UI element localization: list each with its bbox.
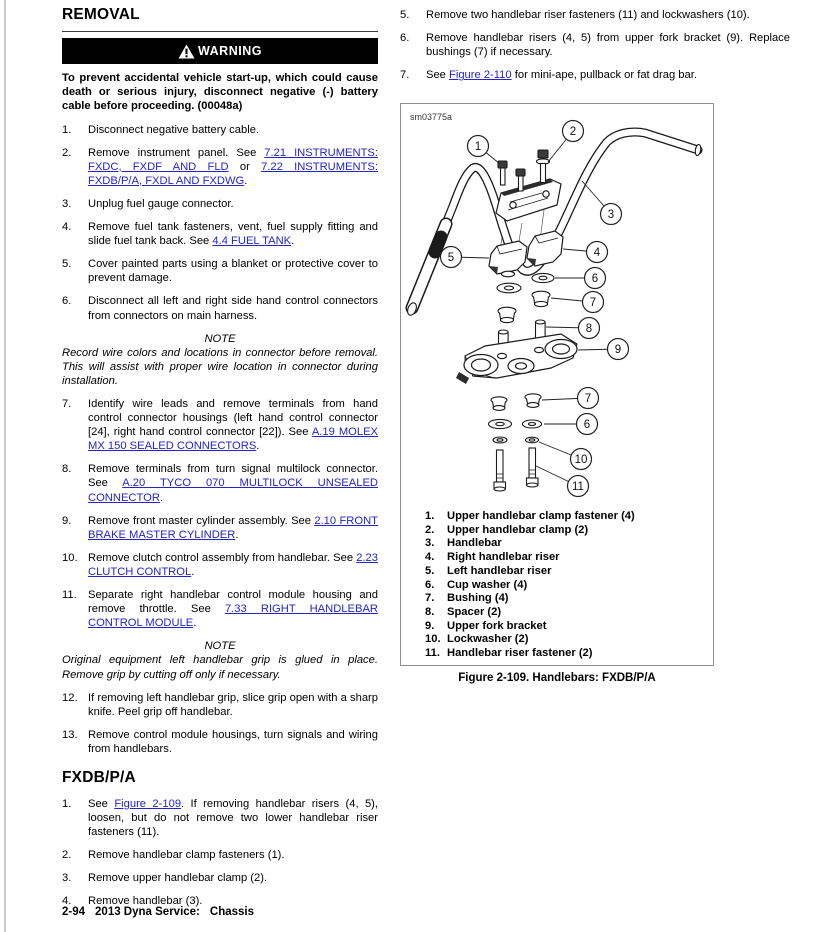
- text-run: Disconnect negative battery cable.: [88, 123, 260, 136]
- text-run: Remove control module housings, turn signals and wiring from handlebars.: [88, 728, 378, 755]
- legend-item: [425, 579, 708, 593]
- item-number: 3.: [425, 537, 435, 550]
- step-item: [62, 197, 378, 211]
- doc-link[interactable]: A.20 TYCO 070 MULTILOCK UNSEALED CONNECTOR: [88, 477, 378, 504]
- note-text: Original equipment left handlebar grip is glued in place. Remove grip by cutting off only if necessary.: [62, 654, 378, 681]
- item-number: 2.: [425, 523, 435, 536]
- handlebar-exploded-diagram: [401, 104, 715, 506]
- item-number: 13.: [62, 728, 78, 741]
- doc-link[interactable]: 7.22 INSTRUMENTS: FXDB/P/A, FXDL AND FXDWG: [88, 160, 378, 187]
- callout-number: 2: [569, 126, 577, 138]
- step-text: [88, 514, 378, 542]
- doc-link[interactable]: 4.4 FUEL TANK: [212, 235, 292, 248]
- step-text: [426, 68, 790, 82]
- step-item: [400, 8, 790, 22]
- legend-label: Handlebar: [447, 537, 502, 550]
- text-run: Remove handlebar clamp fasteners (1).: [88, 849, 285, 862]
- right-column: [400, 8, 790, 91]
- item-number: 10.: [62, 551, 78, 564]
- fxdb-steps: [62, 797, 378, 909]
- item-number: 1.: [62, 797, 72, 810]
- step-text: [88, 123, 378, 137]
- callout-number: 11: [572, 481, 584, 493]
- legend-item: [425, 565, 708, 579]
- step-item: [62, 397, 378, 453]
- callout-number: 1: [474, 141, 482, 153]
- legend-item: [425, 510, 708, 524]
- text-run: Remove fuel tank fasteners, vent, fuel supply fitting and slide fuel tank back. See: [88, 221, 378, 248]
- doc-link[interactable]: Figure 2-109: [114, 797, 182, 810]
- text-run: Cover painted parts using a blanket or protective cover to prevent damage.: [88, 258, 378, 285]
- step-text: [88, 257, 378, 285]
- warning-banner: [62, 38, 378, 64]
- text-run: Identify wire leads and remove terminals from hand control connector housings (left hand control connector [24], right hand control connector [22]). See: [88, 398, 378, 439]
- lower-right-stack: [523, 394, 542, 487]
- figure-legend: [425, 510, 708, 661]
- step-item: [400, 31, 790, 59]
- section-heading-fxdb: FXDB/P/A: [62, 768, 136, 786]
- page-edge-line: [4, 0, 6, 932]
- step-text: [426, 8, 790, 22]
- legend-item: [425, 592, 708, 606]
- callout-number: 6: [583, 419, 591, 431]
- legend-item: [425, 537, 708, 551]
- legend-label: Lockwasher (2): [447, 633, 529, 646]
- step-item: [62, 588, 378, 630]
- doc-link[interactable]: Figure 2-110: [449, 69, 512, 82]
- item-number: 6.: [62, 295, 72, 308]
- item-number: 11.: [425, 647, 440, 660]
- text-run: Unplug fuel gauge connector.: [88, 197, 234, 210]
- item-number: 5.: [400, 9, 410, 21]
- callout-number: 7: [584, 393, 592, 405]
- text-run: .: [235, 528, 239, 541]
- item-number: 3.: [62, 872, 72, 885]
- step-text: [88, 728, 378, 756]
- warning-text: To prevent accidental vehicle start-up, which could cause death or serious injury, disconnect negative (-) battery cable before proceeding. (00048a): [62, 72, 378, 113]
- figure-2-109: [400, 103, 714, 666]
- legend-label: Handlebar riser fastener (2): [447, 647, 593, 660]
- step-item: [62, 514, 378, 542]
- callout-number: 10: [574, 454, 588, 466]
- item-number: 1.: [425, 510, 435, 522]
- legend-item: [425, 606, 708, 620]
- item-number: 12.: [62, 691, 78, 704]
- item-number: 9.: [425, 619, 435, 632]
- step-text: [88, 197, 378, 211]
- step-item: [62, 871, 378, 885]
- right-washer-stack: [532, 273, 554, 340]
- left-column: [62, 6, 378, 918]
- doc-link[interactable]: 2.23 CLUTCH CONTROL: [88, 551, 378, 578]
- text-run: Remove handlebar risers (4, 5) from upper fork bracket (9). Replace bushings (7) if necessary.: [426, 32, 790, 59]
- callout-number: 3: [607, 209, 615, 221]
- item-number: 2.: [62, 146, 72, 159]
- callout-number: 8: [585, 323, 593, 335]
- callout-number: 9: [614, 344, 622, 356]
- text-run: or: [228, 160, 262, 173]
- figure-caption: Figure 2-109. Handlebars: FXDB/P/A: [458, 672, 656, 684]
- text-run: .: [193, 617, 197, 630]
- lower-left-stack: [489, 397, 512, 491]
- item-number: 4.: [62, 221, 72, 234]
- text-run: for mini-ape, pullback or fat drag bar.: [511, 69, 697, 82]
- drawing-id: sm03775a: [410, 112, 453, 122]
- step-text: [88, 220, 378, 248]
- note-text: Record wire colors and locations in connector before removal. This will assist with proper wire location in connector during installation.: [62, 346, 378, 387]
- step-item: [62, 294, 378, 322]
- item-number: 1.: [62, 123, 72, 136]
- upper-fork-bracket: [456, 334, 577, 384]
- page-footer: [62, 906, 254, 918]
- item-number: 8.: [62, 463, 72, 476]
- note-label: NOTE: [204, 640, 236, 653]
- text-run: Separate right handlebar control module housing and remove throttle. See: [88, 589, 378, 616]
- item-number: 7.: [400, 69, 410, 82]
- text-run: .: [291, 235, 295, 248]
- legend-label: Upper handlebar clamp fastener (4): [447, 510, 635, 522]
- step-item: [62, 551, 378, 579]
- note-label: NOTE: [204, 332, 236, 345]
- text-run: Remove clutch control assembly from handlebar. See: [88, 551, 357, 564]
- step-text: [88, 551, 378, 579]
- doc-link[interactable]: 2.10 FRONT BRAKE MASTER CYLINDER: [88, 514, 378, 541]
- item-number: 4.: [62, 895, 72, 908]
- legend-label: Cup washer (4): [447, 578, 528, 591]
- step-text: [88, 848, 378, 862]
- steps-12-13: [62, 691, 378, 756]
- item-number: 8.: [425, 605, 435, 618]
- item-number: 6.: [425, 578, 435, 591]
- step-text: [88, 871, 378, 885]
- text-run: See: [426, 69, 450, 82]
- item-number: 7.: [425, 592, 435, 605]
- item-number: 4.: [425, 551, 435, 564]
- text-run: . If removing handlebar risers (4, 5), loosen, but do not remove two lower handlebar riser fasteners (11).: [88, 797, 379, 839]
- text-run: If removing left handlebar grip, slice grip open with a sharp knife. Peel grip off handlebar.: [88, 691, 378, 718]
- item-number: 3.: [62, 197, 72, 210]
- item-number: 2.: [62, 849, 72, 862]
- legend-label: Bushing (4): [447, 592, 509, 605]
- item-number: 5.: [425, 564, 435, 577]
- step-text: [88, 462, 378, 504]
- upper-clamp: [496, 179, 561, 221]
- item-number: 10.: [425, 633, 441, 646]
- text-run: Remove front master cylinder assembly. See: [88, 514, 315, 527]
- legend-item: [425, 551, 708, 565]
- item-number: 6.: [400, 32, 410, 45]
- warning-triangle-icon: [178, 44, 195, 59]
- text-run: Remove handlebar (3).: [88, 895, 203, 908]
- legend-item: [425, 647, 708, 661]
- legend-label: Upper fork bracket: [447, 619, 547, 632]
- footer-manual-title: 2013 Dyna Service:: [95, 906, 200, 918]
- warning-label: WARNING: [198, 44, 262, 58]
- step-item: [62, 146, 378, 188]
- step-text: [88, 588, 378, 630]
- step-item: [62, 123, 378, 137]
- step-text: [426, 31, 790, 59]
- callout-number: 5: [447, 252, 455, 264]
- doc-link[interactable]: 7.21 INSTRUMENTS: FXDC, FXDF AND FLD: [88, 146, 378, 173]
- step-item: [62, 797, 378, 839]
- footer-page-number: 2-94: [62, 906, 86, 918]
- doc-link[interactable]: 7.33 RIGHT HANDLEBAR CONTROL MODULE: [88, 603, 378, 630]
- step-item: [62, 462, 378, 504]
- step-item: [62, 848, 378, 862]
- legend-label: Spacer (2): [447, 605, 502, 618]
- legend-label: Right handlebar riser: [447, 551, 560, 564]
- step-item: [62, 257, 378, 285]
- callout-number: 6: [591, 273, 599, 285]
- step-item: [62, 728, 378, 756]
- item-number: 9.: [62, 514, 72, 527]
- handlebar-tube: [406, 132, 702, 317]
- item-number: 11.: [62, 589, 77, 602]
- callout-number: 4: [593, 247, 601, 259]
- text-run: .: [159, 491, 164, 504]
- callout-number: 7: [589, 297, 597, 309]
- step-item: [62, 691, 378, 719]
- legend-item: [425, 633, 708, 647]
- section-heading-removal: REMOVAL: [62, 6, 378, 32]
- steps-right-5-7: [400, 8, 790, 82]
- legend-item: [425, 620, 708, 634]
- text-run: See: [88, 797, 115, 810]
- legend-label: Left handlebar riser: [447, 564, 552, 577]
- step-text: [88, 691, 378, 719]
- text-run: .: [244, 174, 248, 187]
- note-block: [62, 332, 378, 388]
- item-number: 5.: [62, 258, 72, 271]
- note-block: [62, 639, 378, 681]
- text-run: Remove instrument panel. See: [88, 146, 265, 159]
- step-text: [88, 294, 378, 322]
- text-run: Remove two handlebar riser fasteners (11) and lockwashers (10).: [426, 9, 750, 21]
- steps-1-6: [62, 123, 378, 323]
- item-number: 7.: [62, 398, 72, 411]
- text-run: Disconnect all left and right side hand control connectors from connectors on main harness.: [88, 295, 378, 322]
- footer-section: Chassis: [209, 906, 254, 918]
- legend-label: Upper handlebar clamp (2): [447, 523, 589, 536]
- steps-7-11: [62, 397, 378, 630]
- doc-link[interactable]: A.19 MOLEX MX 150 SEALED CONNECTORS: [88, 426, 378, 453]
- step-item: [400, 68, 790, 82]
- step-item: [62, 220, 378, 248]
- step-text: [88, 397, 378, 453]
- text-run: Remove upper handlebar clamp (2).: [88, 872, 268, 885]
- step-text: [88, 797, 378, 839]
- step-text: [88, 146, 378, 188]
- text-run: .: [191, 565, 195, 578]
- text-run: .: [256, 440, 260, 453]
- legend-item: [425, 524, 708, 538]
- text-run: Remove terminals from turn signal multilock connector. See: [88, 463, 378, 490]
